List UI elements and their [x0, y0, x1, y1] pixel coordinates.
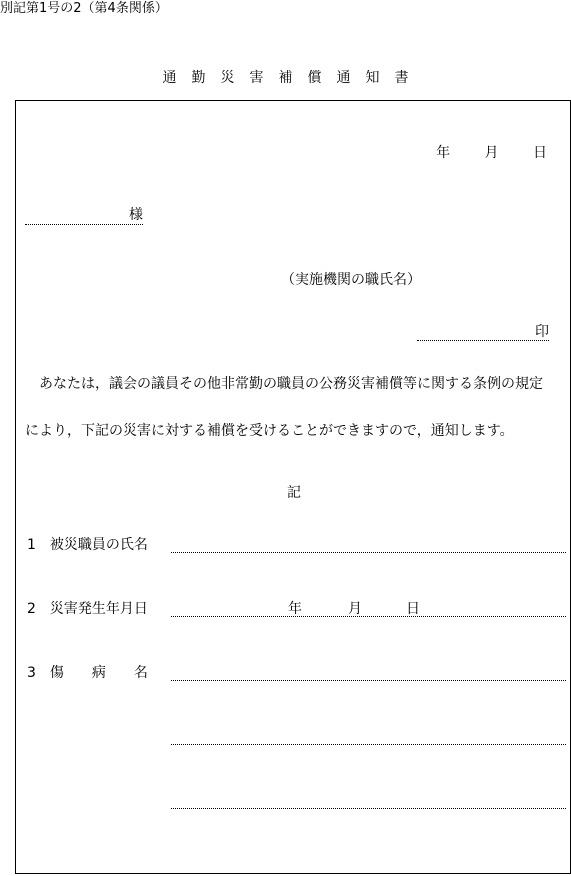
item-3-field-3[interactable] [171, 808, 566, 809]
item-1-label: 1 被災職員の氏名 [27, 537, 148, 553]
date-month-label: 月 [484, 145, 499, 161]
seal-mark: 印 [535, 324, 549, 340]
item-3-field-1[interactable] [171, 680, 566, 681]
addressee-name-field[interactable] [25, 224, 143, 225]
body-text-line-2: により，下記の災害に対する補償を受けることができますので，通知します。 [25, 423, 514, 439]
item-2-day-label: 日 [406, 601, 420, 617]
item-2-year-label: 年 [288, 601, 302, 617]
item-3-field-2[interactable] [171, 744, 566, 745]
item-2-label: 2 災害発生年月日 [27, 601, 148, 617]
item-2-field[interactable] [171, 616, 566, 617]
body-text-line-1: あなたは，議会の議員その他非常勤の職員の公務災害補償等に関する条例の規定 [39, 376, 543, 392]
form-heading: 別記第1号の2（第4条関係） [0, 1, 168, 16]
date-day-label: 日 [533, 145, 547, 161]
agency-name-field[interactable] [417, 340, 549, 341]
ki-heading: 記 [287, 485, 301, 501]
date-year-label: 年 [436, 145, 451, 161]
notice-date [406, 146, 547, 160]
item-1-field[interactable] [171, 552, 566, 553]
item-2-month-label: 月 [348, 601, 362, 617]
item-3-label: 3 傷 病 名 [27, 665, 148, 681]
addressee-suffix: 様 [129, 207, 143, 223]
agency-label: （実施機関の職氏名） [281, 272, 421, 288]
page-title: 通勤災害補償通知書 [162, 70, 424, 86]
